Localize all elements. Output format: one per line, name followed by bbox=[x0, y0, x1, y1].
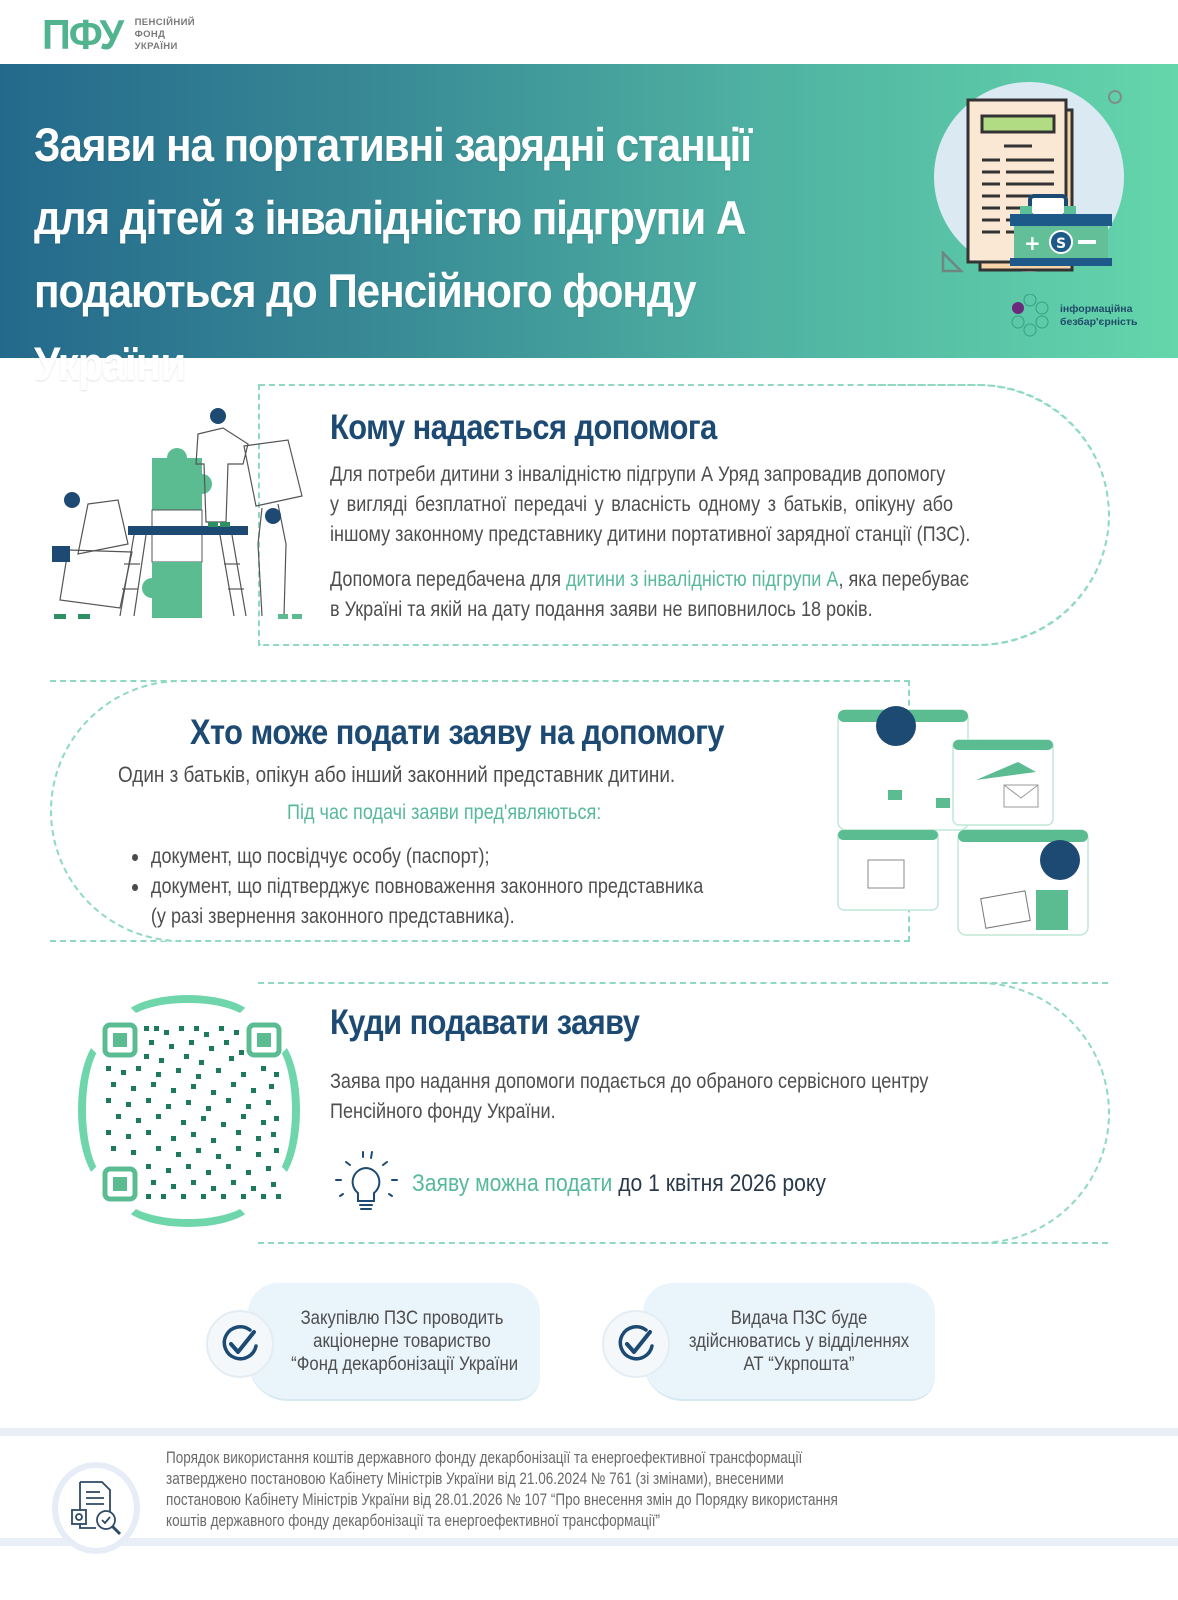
deadline-note bbox=[330, 1148, 882, 1220]
dots-ring-icon bbox=[1010, 294, 1054, 338]
logo-line: ФОНД bbox=[134, 29, 166, 40]
logo-text bbox=[135, 17, 195, 53]
card-line: “Фонд декарбонізації України bbox=[291, 1354, 519, 1375]
pfu-logo bbox=[42, 11, 196, 58]
text-line: у вигляді безплатної передачі у власність одному з батьків, опікуну або bbox=[330, 493, 954, 516]
documents-list bbox=[132, 842, 703, 932]
text-line: Для потреби дитини з інвалідністю підгрупи А Уряд запровадив допомогу bbox=[330, 463, 946, 486]
eligibility-paragraph bbox=[330, 565, 969, 625]
legal-reference bbox=[166, 1448, 838, 1532]
accessibility-badge bbox=[1010, 294, 1137, 338]
section-title-where: Куди подавати заяву bbox=[330, 1003, 640, 1042]
footer-line: коштів державного фонду декарбонізації та енергоефективної трансформації” bbox=[166, 1512, 660, 1530]
text-line: Пенсійного фонду України. bbox=[330, 1100, 556, 1123]
who-receives-paragraph bbox=[330, 460, 970, 550]
logo-line: ПЕНСІЙНИЙ bbox=[134, 17, 196, 28]
deadline-text bbox=[412, 1169, 826, 1199]
card-text bbox=[684, 1307, 915, 1376]
badge-text bbox=[1060, 303, 1137, 329]
footer-line: Порядок використання коштів державного фонду декарбонізації та енергоефективної трансформації bbox=[166, 1449, 803, 1467]
badge-line: безбар'єрність bbox=[1060, 316, 1138, 328]
qr-block bbox=[78, 995, 300, 1227]
svg-text:S: S bbox=[1056, 236, 1067, 252]
card-line: АТ “Укрпошта” bbox=[743, 1354, 855, 1375]
footer-icon-circle bbox=[52, 1462, 140, 1554]
text-line: Заява про надання допомоги подається до обраного сервісного центру bbox=[330, 1070, 929, 1093]
text-line: іншому законному представнику дитини портативної зарядної станції (ПЗС). bbox=[330, 523, 971, 546]
footer-line: затверджено постановою Кабінету Міністрів України від 21.06.2024 № 761 (зі змінами), внесеними bbox=[166, 1470, 784, 1488]
check-circle bbox=[206, 1310, 274, 1378]
document-search-icon bbox=[66, 1478, 126, 1538]
deadline-date: до 1 квітня 2026 року bbox=[612, 1170, 826, 1197]
footer-line: постановою Кабінету Міністрів України від 28.01.2026 № 107 “Про внесення змін до Порядку використання bbox=[166, 1491, 838, 1509]
qr-code[interactable] bbox=[102, 1022, 282, 1202]
text-line bbox=[330, 565, 969, 595]
list-item: документ, що підтверджує повноваження законного представника bbox=[132, 872, 703, 902]
header-banner bbox=[0, 64, 1178, 390]
title-line: Заяви на портативні зарядні станції bbox=[34, 118, 752, 171]
list-item-continuation: (у разі звернення законного представника). bbox=[150, 905, 515, 928]
logo-mark: ПФУ bbox=[42, 11, 123, 58]
checkmark-icon bbox=[616, 1324, 656, 1364]
lightbulb-icon bbox=[330, 1148, 402, 1220]
title-line: подаються до Пенсійного фонду України bbox=[34, 264, 696, 390]
text-line: в Україні та якій на дату подання заяви не виповнилось 18 років. bbox=[330, 598, 873, 621]
list-item: документ, що посвідчує особу (паспорт); bbox=[132, 842, 703, 872]
text-span: , яка перебуває bbox=[838, 568, 969, 591]
where-paragraph bbox=[330, 1067, 928, 1127]
card-text bbox=[291, 1307, 519, 1376]
check-circle bbox=[602, 1310, 670, 1378]
online-communication-illustration bbox=[808, 690, 1108, 940]
page-title bbox=[34, 108, 844, 400]
documents-lead: Під час подачі заяви пред'являються: bbox=[287, 801, 602, 824]
logo-line: УКРАЇНИ bbox=[134, 41, 178, 52]
people-assembling-puzzle-illustration bbox=[48, 404, 308, 634]
badge-line: інформаційна bbox=[1060, 303, 1133, 315]
card-line: акціонерне товариство bbox=[313, 1331, 491, 1352]
card-line: здійснюватись у відділеннях bbox=[688, 1331, 910, 1352]
svg-text:+: + bbox=[1024, 231, 1041, 255]
document-with-battery-icon bbox=[960, 94, 1130, 284]
checkmark-icon bbox=[220, 1324, 260, 1364]
highlight-text: дитини з інвалідністю підгрупи А bbox=[566, 568, 839, 591]
deadline-highlight: Заяву можна подати bbox=[412, 1170, 613, 1197]
section-title-who-applies: Хто може подати заяву на допомогу bbox=[190, 713, 725, 752]
card-line: Видача ПЗС буде bbox=[730, 1308, 868, 1329]
title-line: для дітей з інвалідністю підгрупи А bbox=[34, 191, 746, 244]
who-applies-subtitle: Один з батьків, опікун або інший законний представник дитини. bbox=[118, 762, 676, 787]
text-span: Допомога передбачена для bbox=[330, 568, 567, 591]
card-line: Закупівлю ПЗС проводить bbox=[300, 1308, 504, 1329]
section-title-who-receives: Кому надається допомога bbox=[330, 408, 717, 447]
